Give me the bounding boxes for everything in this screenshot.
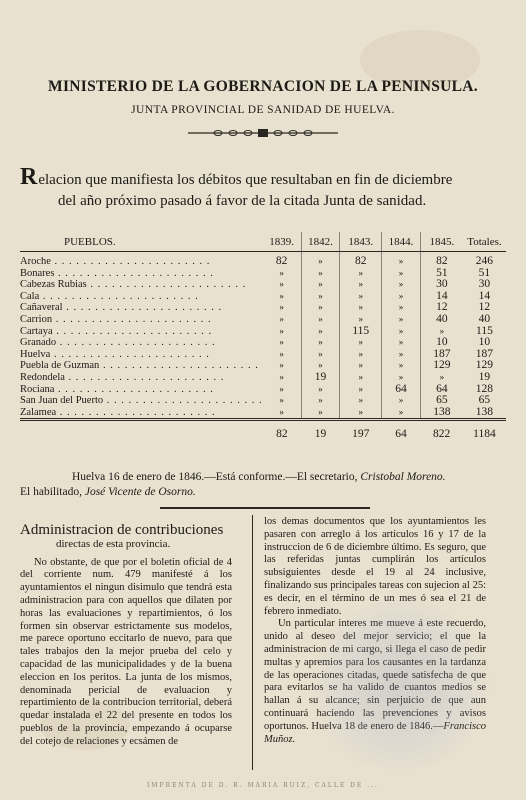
debt-cell: » <box>301 337 340 349</box>
debt-cell: » <box>279 360 284 371</box>
debt-cell: 10 <box>420 337 462 349</box>
header-totales: Totales. <box>463 232 506 252</box>
total-1845: 822 <box>420 420 462 441</box>
debt-cell: » <box>382 291 421 303</box>
debt-cell: 65 <box>478 394 491 407</box>
debt-cell: » <box>340 337 382 349</box>
pueblo-name: Cala . . . <box>20 291 263 303</box>
totals-label <box>20 420 263 441</box>
debt-cell: » <box>340 384 382 396</box>
debt-cell: 187 <box>420 349 462 361</box>
habilitado-name: José Vicente de Osorno. <box>84 486 196 498</box>
debt-cell: » <box>340 372 382 384</box>
pueblo-name: Carrion . . . <box>20 314 263 326</box>
debt-cell: » <box>279 406 284 417</box>
secretary-name: Cristobal Moreno. <box>360 471 446 483</box>
pueblo-name: Zalamea . . . <box>20 407 263 420</box>
total-1844: 64 <box>382 420 421 441</box>
debt-cell: 82 <box>275 255 288 267</box>
debt-cell: » <box>301 268 340 280</box>
pueblo-name: Cartaya . . . <box>20 326 263 338</box>
totals-row <box>20 420 506 441</box>
debt-cell: 138 <box>420 407 462 420</box>
debt-cell: » <box>301 395 340 407</box>
pueblo-name: Huelva . . . <box>20 349 263 361</box>
debt-cell: » <box>382 326 421 338</box>
debt-cell: 19 <box>301 372 340 384</box>
debt-cell: » <box>279 337 284 348</box>
header-1845: 1845. <box>420 232 462 252</box>
debt-cell: » <box>279 371 284 382</box>
debt-cell: » <box>382 337 421 349</box>
left-column <box>20 516 232 749</box>
debt-cell: 129 <box>420 360 462 372</box>
debt-cell: » <box>279 279 284 290</box>
debt-cell: » <box>301 252 340 268</box>
total-1839: 82 <box>263 420 302 441</box>
table-header-row <box>20 232 506 252</box>
section-rule <box>160 507 370 509</box>
debt-cell: » <box>301 302 340 314</box>
table-row <box>20 252 506 268</box>
debt-cell: 82 <box>340 252 382 268</box>
pueblo-name: Redondela . . . <box>20 372 263 384</box>
debt-cell: » <box>382 349 421 361</box>
header-1839: 1839. <box>263 232 302 252</box>
total-grand: 1184 <box>463 420 506 441</box>
debt-cell: » <box>279 325 284 336</box>
right-paragraph-2 <box>264 618 486 746</box>
debt-cell: » <box>382 395 421 407</box>
administracion-body: No obstante, de que por el boletin oficial de 4 del corriente num. 479 manifesté á los ayuntamientos el ningun disimulo que tendrá esta administracion para con aquellos que dilaten por horas las evaluaciones y repartimientos, ó los formen sin observar estrictamente sus modelos, me parece oportuno eccitarlo de nuevo, para que tales trabajos den la mejor prueba del celo y capacidad de las municipalidades y de la buena eleccion en los peritos. La junta de los mismos, denominada pericial de evaluacion y repartimiento de la contribucion territorial, deberá quedar instalada el 22 del presente en todos los pueblos de la provincia, empezando á ocuparse del cotejo de relaciones y ecsámen de <box>20 556 232 747</box>
debt-cell: » <box>420 372 462 384</box>
imprint-line: IMPRENTA DE D. R. MARIA RUIZ, CALLE DE ... <box>147 782 379 789</box>
debt-cell: 14 <box>478 289 491 302</box>
debt-cell: » <box>301 360 340 372</box>
relacion-line-1: elacion que manifiesta los débitos que resultaban en fin de diciembre <box>38 172 453 188</box>
relacion-heading <box>20 164 506 212</box>
header-1843: 1843. <box>340 232 382 252</box>
table-row <box>20 268 506 280</box>
debt-cell: » <box>382 252 421 268</box>
debt-cell: 82 <box>420 252 462 268</box>
debt-cell: 138 <box>475 405 494 418</box>
table-row <box>20 326 506 338</box>
pueblo-name: San Juan del Puerto . . . <box>20 395 263 407</box>
debt-cell: 65 <box>420 395 462 407</box>
debt-cell: » <box>279 348 284 359</box>
debt-cell: » <box>340 279 382 291</box>
table-row <box>20 314 506 326</box>
debt-cell: 128 <box>475 382 494 395</box>
debt-cell: 30 <box>420 279 462 291</box>
debt-cell: » <box>301 349 340 361</box>
debt-cell: » <box>340 395 382 407</box>
total-1843: 197 <box>340 420 382 441</box>
debt-cell: » <box>279 395 284 406</box>
debt-cell: 19 <box>478 370 491 383</box>
administracion-heading: Administracion de contribuciones <box>20 522 224 538</box>
table-row <box>20 384 506 396</box>
header-pueblos: PUEBLOS. <box>20 232 263 252</box>
debt-cell: 187 <box>475 347 494 360</box>
table-row <box>20 279 506 291</box>
relacion-line-2: del año próximo pasado á favor de la citada Junta de sanidad. <box>58 193 427 209</box>
dateline <box>20 470 508 500</box>
debt-cell: » <box>301 279 340 291</box>
dateline-line-1 <box>20 470 508 485</box>
pueblo-name: Cañaveral . . . <box>20 302 263 314</box>
debt-cell: » <box>382 360 421 372</box>
ornament-divider-icon <box>188 127 338 139</box>
debt-cell: 30 <box>478 278 491 291</box>
debt-cell: 12 <box>420 302 462 314</box>
table-row <box>20 372 506 384</box>
pueblo-name: Cabezas Rubias . . . <box>20 279 263 291</box>
debt-cell: 14 <box>420 291 462 303</box>
right-column <box>264 516 486 746</box>
total-1842: 19 <box>301 420 340 441</box>
debt-cell: » <box>382 302 421 314</box>
debt-cell: » <box>301 384 340 396</box>
table-row <box>20 395 506 407</box>
administracion-subheading: directas de esta provincia. <box>56 537 171 550</box>
header-1844: 1844. <box>382 232 421 252</box>
pueblo-name: Puebla de Guzman . . . <box>20 360 263 372</box>
debt-cell: » <box>382 314 421 326</box>
debt-cell: » <box>420 326 462 338</box>
debt-cell: » <box>382 372 421 384</box>
table-row <box>20 291 506 303</box>
debt-cell: 115 <box>340 326 382 338</box>
drop-cap: R <box>20 164 38 190</box>
debt-cell: » <box>301 326 340 338</box>
debts-table <box>20 232 506 441</box>
debt-cell: 40 <box>478 312 491 325</box>
table-row <box>20 407 506 420</box>
signer-name: Francisco Muñoz. <box>264 720 486 745</box>
debt-cell: » <box>340 268 382 280</box>
debt-cell: » <box>382 407 421 420</box>
debt-cell: » <box>340 407 382 420</box>
debt-cell: » <box>340 314 382 326</box>
right-paragraph-2-text: Un particular interes me mueve á este recuerdo, unido al deseo del mejor servicio; el que la administracion de mi cargo, si llega el caso de pedir multas y apremios para los causantes en la tardanza de las operaciones citadas, quede satisfecha de que para evitarlos se ha valido de cuantos medios se hallan á su alcance; sin perjuicio de que aun continuará haciendo las prevenciones y avisos oportunos. Huelva 18 de enero de 1846.— <box>264 618 486 732</box>
debt-cell: 40 <box>420 314 462 326</box>
debt-cell: 115 <box>476 324 493 337</box>
header-1842: 1842. <box>301 232 340 252</box>
dateline-line-2 <box>20 486 196 498</box>
dateline-text: Huelva 16 de enero de 1846.—Está conforme.—El secretario, <box>72 471 361 483</box>
debt-cell: » <box>279 267 284 278</box>
table-row <box>20 360 506 372</box>
debt-cell: » <box>382 279 421 291</box>
ministry-title: MINISTERIO DE LA GOBERNACION DE LA PENINSULA. <box>48 78 478 95</box>
habilitado-label: El habilitado, <box>20 486 85 498</box>
debt-cell: 64 <box>420 384 462 396</box>
debt-cell: » <box>301 314 340 326</box>
debt-cell: 10 <box>478 336 491 349</box>
debt-cell: » <box>340 291 382 303</box>
debt-cell: 51 <box>478 266 491 279</box>
debt-cell: 12 <box>478 301 491 314</box>
debt-cell: 51 <box>420 268 462 280</box>
right-paragraph-1: los demas documentos que los ayuntamientos les pasaren con arreglo á los artículos 16 y 17 de la instruccion de 6 de diciembre último. Es seguro, que las referidas juntas cumplirán los artículos subsiguientes desde el 19 al 24 inclusive, finalizando sus principales tareas con sujecion al 25: es decir, en el término de un mes ó sea el 21 de febrero inmediato. <box>264 516 486 617</box>
table-row <box>20 302 506 314</box>
debt-cell: » <box>279 302 284 313</box>
pueblo-name: Granado . . . <box>20 337 263 349</box>
debt-cell: 246 <box>475 255 494 267</box>
debt-cell: » <box>301 407 340 420</box>
debt-cell: » <box>340 302 382 314</box>
debt-cell: » <box>279 290 284 301</box>
pueblo-name: Rociana . . . <box>20 384 263 396</box>
junta-subtitle: JUNTA PROVINCIAL DE SANIDAD DE HUELVA. <box>131 104 395 116</box>
pueblo-name: Bonares . . . <box>20 268 263 280</box>
debt-cell: » <box>382 268 421 280</box>
debt-cell: 64 <box>382 384 421 396</box>
table-row <box>20 337 506 349</box>
debt-cell: » <box>340 360 382 372</box>
column-rule <box>252 515 253 770</box>
debt-cell: » <box>279 313 284 324</box>
debt-cell: » <box>279 383 284 394</box>
pueblo-name: Aroche . . . <box>20 252 263 268</box>
debt-cell: » <box>301 291 340 303</box>
debt-cell: 129 <box>475 359 494 372</box>
debt-cell: » <box>340 349 382 361</box>
